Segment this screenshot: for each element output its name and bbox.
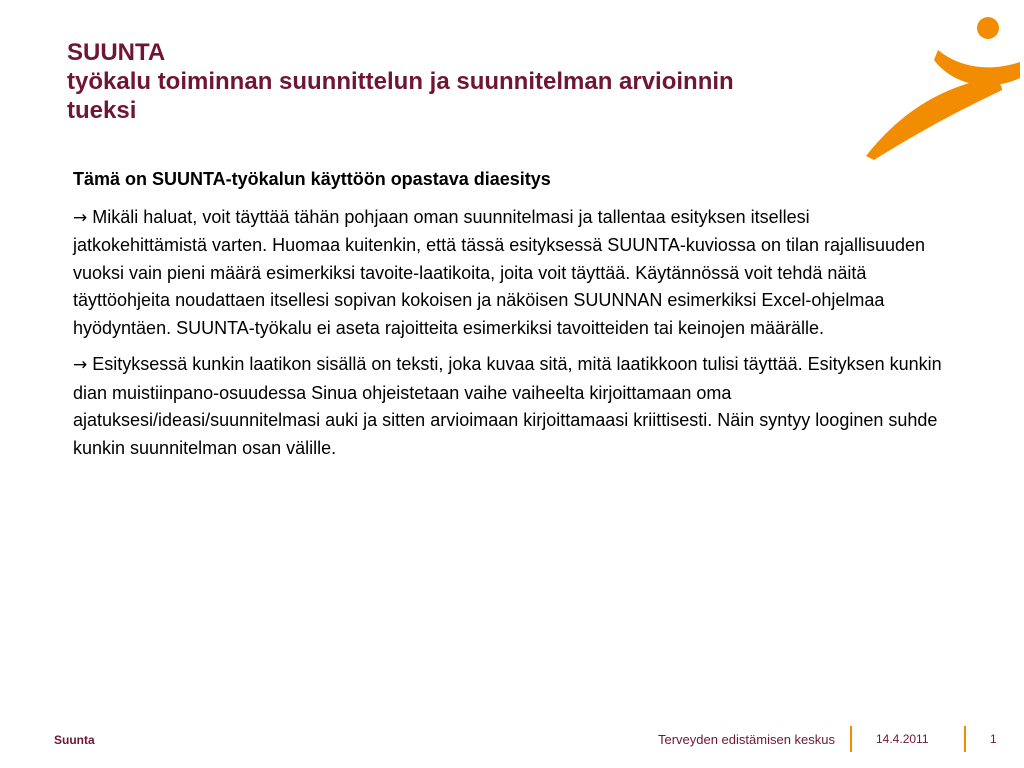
slide-title-line-2: työkalu toiminnan suunnittelun ja suunnitelman arvioinnin [67,68,734,95]
slide-title-line-1: SUUNTA [67,39,166,66]
slide-content [73,166,943,471]
running-figure-logo-icon [862,10,1022,160]
footer-divider [964,726,966,752]
paragraph-2 [73,351,943,462]
paragraph-1 [73,204,943,343]
slide-title [67,38,867,125]
slide-title-line-3: tueksi [67,97,137,124]
intro-text: Tämä on SUUNTA-työkalun käyttöön opastava diaesitys [73,169,551,189]
logo-body [866,79,1002,160]
paragraph-1-text: Mikäli haluat, voit täyttää tähän pohjaan oman suunnitelmasi ja tallentaa esityksen itsellesi jatkokehittämistä varten. Huomaa kuitenkin, että tässä esityksessä SUUNTA-kuviossa on tilan rajallisuuden vuoksi vain pieni määrä esimerkiksi tavoite-laatikoita, joita voit täyttää. Käytännössä voit tehdä näitä täyttöohjeita noudattaen itsellesi sopivan kokoisen ja näköisen SUUNNAN esimerkiksi Excel-ohjelmaa hyödyntäen. SUUNTA-työkalu ei aseta rajoitteita esimerkiksi tavoitteiden tai keinojen määrälle. [73,206,926,338]
paragraph-2-text: Esityksessä kunkin laatikon sisällä on teksti, joka kuvaa sitä, mitä laatikkoon tulisi täyttää. Esityksen kunkin dian muistiinpano-osuudessa Sinua ohjeistetaan vaihe vaiheelta kirjoittamaan oma ajatuksesi/ideasi/suunnitelmasi auki ja sitten arvioimaan kirjoittamaasi kriittisesti. Näin syntyy looginen suhde kunkin suunnitelman osan välille. [73,354,942,458]
page-number: 1 [990,732,997,746]
right-arrow-icon: → [73,207,88,228]
right-arrow-icon: → [73,355,88,375]
footer-presentation-name: Suunta [54,733,95,747]
footer-organization: Terveyden edistämisen keskus [657,732,835,747]
footer-date: 14.4.2011 [876,732,929,746]
logo-head [977,17,999,39]
logo-arms [934,50,1020,85]
footer-divider [850,726,852,752]
